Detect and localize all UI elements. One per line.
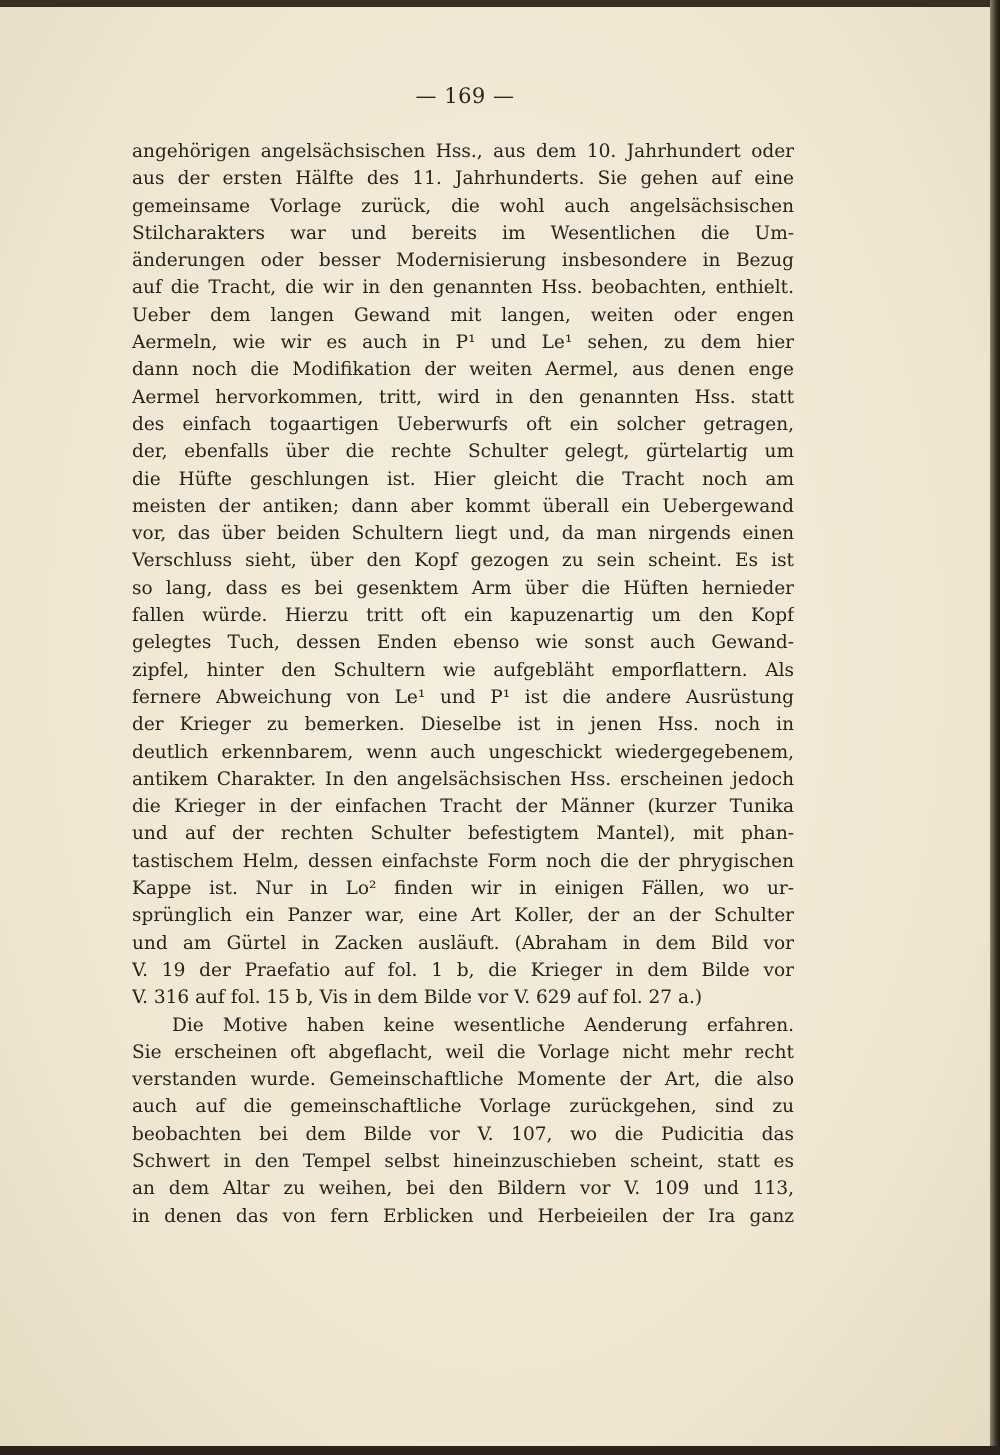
text-line: und auf der rechten Schulter befestigtem Mantel), mit phan- bbox=[132, 823, 794, 845]
text-line: Verschluss sieht, über den Kopf gezogen zu sein scheint. Es ist bbox=[132, 550, 794, 572]
text-line: gelegtes Tuch, dessen Enden ebenso wie sonst auch Gewand- bbox=[132, 632, 794, 654]
book-top-edge bbox=[0, 0, 1000, 7]
text-line: aus der ersten Hälfte des 11. Jahrhunderts. Sie gehen auf eine bbox=[132, 168, 794, 190]
text-line: zipfel, hinter den Schultern wie aufgebläht emporflattern. Als bbox=[132, 659, 794, 681]
text-line: gemeinsame Vorlage zurück, die wohl auch angelsächsischen bbox=[132, 195, 794, 217]
body-text bbox=[132, 138, 794, 1230]
text-line: meisten der antiken; dann aber kommt überall ein Uebergewand bbox=[132, 495, 794, 517]
text-line: Aermel hervorkommen, tritt, wird in den genannten Hss. statt bbox=[132, 386, 794, 408]
text-line: änderungen oder besser Modernisierung insbesondere in Bezug bbox=[132, 250, 794, 272]
text-line: antikem Charakter. In den angelsächsischen Hss. erscheinen jedoch bbox=[132, 768, 794, 790]
text-line: an dem Altar zu weihen, bei den Bildern vor V. 109 und 113, bbox=[132, 1178, 794, 1200]
text-line: angehörigen angelsächsischen Hss., aus dem 10. Jahrhundert oder bbox=[132, 141, 794, 162]
text-line: die Krieger in der einfachen Tracht der Männer (kurzer Tunika bbox=[132, 796, 794, 818]
text-line: die Hüfte geschlungen ist. Hier gleicht die Tracht noch am bbox=[132, 468, 794, 490]
text-line: auf die Tracht, die wir in den genannten Hss. beobachten, enthielt. bbox=[132, 277, 794, 299]
text-line: beobachten bei dem Bilde vor V. 107, wo die Pudicitia das bbox=[132, 1123, 794, 1145]
text-line: der, ebenfalls über die rechte Schulter gelegt, gürtelartig um bbox=[132, 441, 794, 463]
text-line: Sie erscheinen oft abgeflacht, weil die Vorlage nicht mehr recht bbox=[132, 1041, 794, 1063]
text-line: Stilcharakters war und bereits im Wesentlichen die Um- bbox=[132, 222, 794, 244]
book-bottom-edge bbox=[0, 1446, 1000, 1455]
text-line: Schwert in den Tempel selbst hineinzuschieben scheint, statt es bbox=[132, 1150, 794, 1172]
text-line: des einfach togaartigen Ueberwurfs oft ein solcher getragen, bbox=[132, 413, 794, 435]
text-line: vor, das über beiden Schultern liegt und, da man nirgends einen bbox=[132, 523, 794, 545]
text-line: V. 19 der Praefatio auf fol. 1 b, die Krieger in dem Bilde vor bbox=[132, 959, 794, 981]
text-line: dann noch die Modifikation der weiten Aermel, aus denen enge bbox=[132, 359, 794, 381]
text-line: Kappe ist. Nur in Lo² finden wir in einigen Fällen, wo ur- bbox=[132, 878, 794, 900]
text-line: und am Gürtel in Zacken ausläuft. (Abraham in dem Bild vor bbox=[132, 932, 794, 954]
page-number: — 169 — bbox=[415, 84, 515, 108]
text-line: fallen würde. Hierzu tritt oft ein kapuzenartig um den Kopf bbox=[132, 605, 794, 627]
text-line: in denen das von fern Erblicken und Herbeieilen der Ira ganz bbox=[132, 1205, 794, 1227]
text-line: fernere Abweichung von Le¹ und P¹ ist die andere Ausrüstung bbox=[132, 686, 794, 708]
text-line: verstanden wurde. Gemeinschaftliche Momente der Art, die also bbox=[132, 1069, 794, 1091]
paragraph-start-line: Die Motive haben keine wesentliche Aenderung erfahren. bbox=[172, 1014, 794, 1036]
text-line: tastischem Helm, dessen einfachste Form noch die der phrygischen bbox=[132, 850, 794, 872]
text-line: auch auf die gemeinschaftliche Vorlage zurückgehen, sind zu bbox=[132, 1096, 794, 1118]
text-line: Ueber dem langen Gewand mit langen, weiten oder engen bbox=[132, 304, 794, 326]
text-line: der Krieger zu bemerken. Dieselbe ist in jenen Hss. noch in bbox=[132, 714, 794, 736]
text-line: deutlich erkennbarem, wenn auch ungeschickt wiedergegebenem, bbox=[132, 741, 794, 763]
text-line: so lang, dass es bei gesenktem Arm über die Hüften hernieder bbox=[132, 577, 794, 599]
text-line: Aermeln, wie wir es auch in P¹ und Le¹ sehen, zu dem hier bbox=[132, 332, 794, 354]
text-line: sprünglich ein Panzer war, eine Art Koller, der an der Schulter bbox=[132, 905, 794, 927]
book-spine-edge bbox=[990, 0, 1000, 1455]
paragraph-end-line: V. 316 auf fol. 15 b, Vis in dem Bilde vor V. 629 auf fol. 27 a.) bbox=[132, 987, 703, 1009]
